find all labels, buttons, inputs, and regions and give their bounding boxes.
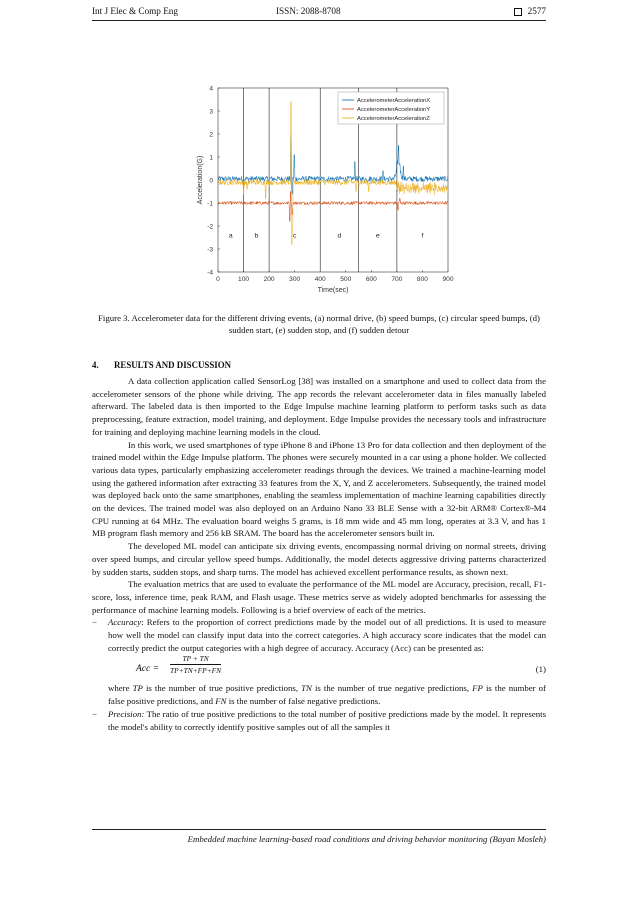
page-number: 2577 bbox=[527, 6, 546, 16]
running-footer: Embedded machine learning-based road conditions and driving behavior monitoring (Bayan Mosleh) bbox=[187, 834, 546, 844]
issn: ISSN: 2088-8708 bbox=[276, 6, 341, 16]
section-number: 4. bbox=[92, 360, 99, 370]
segment-label: c bbox=[292, 232, 297, 240]
where-clause bbox=[92, 682, 546, 707]
header-rule bbox=[92, 20, 546, 21]
y-tick-label: -2 bbox=[207, 223, 213, 231]
y-tick-label: -3 bbox=[207, 246, 213, 254]
segment-label: e bbox=[375, 232, 380, 240]
x-tick-label: 300 bbox=[289, 276, 301, 283]
footer-rule bbox=[92, 829, 546, 830]
square-icon bbox=[514, 8, 522, 16]
equation-fraction bbox=[170, 654, 221, 676]
segment-label: f bbox=[421, 232, 424, 240]
x-tick-label: 100 bbox=[238, 276, 250, 283]
x-tick-label: 200 bbox=[263, 276, 275, 283]
where-text: is the number of false negative predictions. bbox=[226, 696, 381, 707]
equation-numerator: TP + TN bbox=[182, 654, 209, 664]
section-title: RESULTS AND DISCUSSION bbox=[114, 360, 232, 370]
var-tp: TP bbox=[132, 683, 143, 694]
x-tick-label: 400 bbox=[314, 276, 326, 283]
legend-entry: AccelerometerAccelerationX bbox=[357, 98, 431, 105]
where-text: is the number of false positive predictions, and bbox=[108, 683, 546, 707]
equation-number: (1) bbox=[535, 664, 546, 675]
page-number-wrap bbox=[514, 6, 546, 16]
x-tick-label: 700 bbox=[391, 276, 403, 283]
running-header bbox=[92, 6, 546, 20]
segment-label: a bbox=[228, 232, 233, 240]
var-fn: FN bbox=[215, 696, 227, 707]
equation-1 bbox=[108, 654, 546, 682]
paragraph: A data collection application called SensorLog [38] was installed on a smartphone and used to collect data from the accelerometer sensors of the phone while driving. The app records the relevant accelerometer data in files manually labeled afterward. The labeled data is then imported to the Edge Impulse machine learning platform to perform tasks such as data preprocessing, feature extraction, model training, and deployment. Edge Impulse provides the necessary tools and infrastructure for training and deploying machine learning models in the cloud. bbox=[92, 376, 546, 437]
equation-denominator: TP+TN+FP+FN bbox=[170, 666, 222, 676]
x-tick-label: 500 bbox=[340, 276, 352, 283]
paragraph: The developed ML model can anticipate six driving events, encompassing normal driving on normal streets, driving over speed bumps, and circular yellow speed bumps. Additionally, the model detects aggressive driving patterns characterized by sudden starts, sudden stops, and sharp turns. The model has achieved excellent performance results, as shown next. bbox=[92, 541, 546, 577]
equation-lhs: Acc = bbox=[136, 664, 160, 675]
var-tn: TN bbox=[301, 683, 312, 694]
accuracy-definition: : Refers to the proportion of correct predictions made by the model out of all predictions. It is used to measure how well the model can classify input data into the correct categories. A high accuracy score indicates that the model can correctly predict the output categories with a high degree of accuracy. Accuracy (Acc) can be presented as: bbox=[108, 617, 546, 653]
section-heading bbox=[92, 360, 231, 370]
segment-label: b bbox=[254, 232, 259, 240]
y-tick-label: -4 bbox=[207, 269, 213, 277]
x-axis-label: Time(sec) bbox=[317, 287, 349, 294]
paragraph: The evaluation metrics that are used to evaluate the performance of the ML model are Accuracy, precision, recall, F1-score, loss, inference time, peak RAM, and Flash usage. These metrics serve as widely adopted benchmarks for assessing the performance of machine learning models. Following is a brief overview of each of the metrics. bbox=[92, 579, 546, 615]
legend-entry: AccelerometerAccelerationZ bbox=[357, 116, 430, 123]
y-tick-label: 2 bbox=[209, 131, 213, 139]
y-tick-label: 3 bbox=[209, 108, 213, 116]
y-tick-label: -1 bbox=[207, 200, 213, 208]
body-text bbox=[92, 375, 546, 733]
figure-caption: Figure 3. Accelerometer data for the different driving events, (a) normal drive, (b) speed bumps, (c) circular speed bumps, (d) sudden start, (e) sudden stop, and (f) sudden detour bbox=[98, 313, 540, 335]
paragraph: In this work, we used smartphones of type iPhone 8 and iPhone 13 Pro for data collection and then deployment of the trained model within the Edge Impulse platform. The phones were securely mounted in a car using a phone holder. We collected various data types, particularly emphasizing accelerometer readings through the devices. We trained a machine-learning model using the gathered information after extracting 33 features from the X, Y, and Z accelerometers. Subsequently, the trained model was deployed back onto the same smartphones, enabling the seamless implementation of machine learning capabilities directly on the devices. The trained model was also deployed on an Arduino Nano 33 BLE Sense with a 32-bit ARM® Cortex®-M4 CPU running at 64 MHz. The evaluation board weighs 5 grams, is 18 mm wide and 45 mm long, operates at 3.3 V, and has 1 MB program flash memory and 256 kB SRAM. The board has the accelerometer sensors built in. bbox=[92, 439, 546, 539]
segment-label: d bbox=[337, 232, 342, 240]
dash-bullet: − bbox=[92, 708, 97, 719]
var-fp: FP bbox=[472, 683, 483, 694]
accelerometer-chart bbox=[190, 82, 458, 296]
journal-name: Int J Elec & Comp Eng bbox=[92, 6, 178, 16]
y-tick-label: 4 bbox=[209, 85, 213, 93]
where-text: where bbox=[108, 683, 133, 694]
y-tick-label: 0 bbox=[209, 177, 213, 185]
legend-entry: AccelerometerAccelerationY bbox=[357, 107, 431, 114]
where-text: is the number of true positive predictions, bbox=[142, 683, 302, 694]
dash-bullet: − bbox=[92, 617, 97, 628]
where-text: is the number of true negative predictions, bbox=[311, 683, 473, 694]
x-tick-label: 0 bbox=[216, 276, 220, 283]
x-tick-label: 600 bbox=[365, 276, 377, 283]
term-accuracy: Accuracy bbox=[108, 617, 142, 628]
list-item-precision bbox=[92, 708, 546, 733]
y-axis-label: Acceleration(G) bbox=[197, 155, 204, 205]
list-item-accuracy bbox=[92, 616, 546, 654]
precision-definition: The ratio of true positive predictions to the total number of positive predictions made by the model. It represents the model's ability to correctly identify positive samples out of all the samples it bbox=[108, 708, 546, 732]
x-tick-label: 900 bbox=[442, 276, 454, 283]
y-tick-label: 1 bbox=[209, 154, 213, 162]
term-precision: Precision: bbox=[108, 708, 145, 719]
x-tick-label: 800 bbox=[416, 276, 428, 283]
